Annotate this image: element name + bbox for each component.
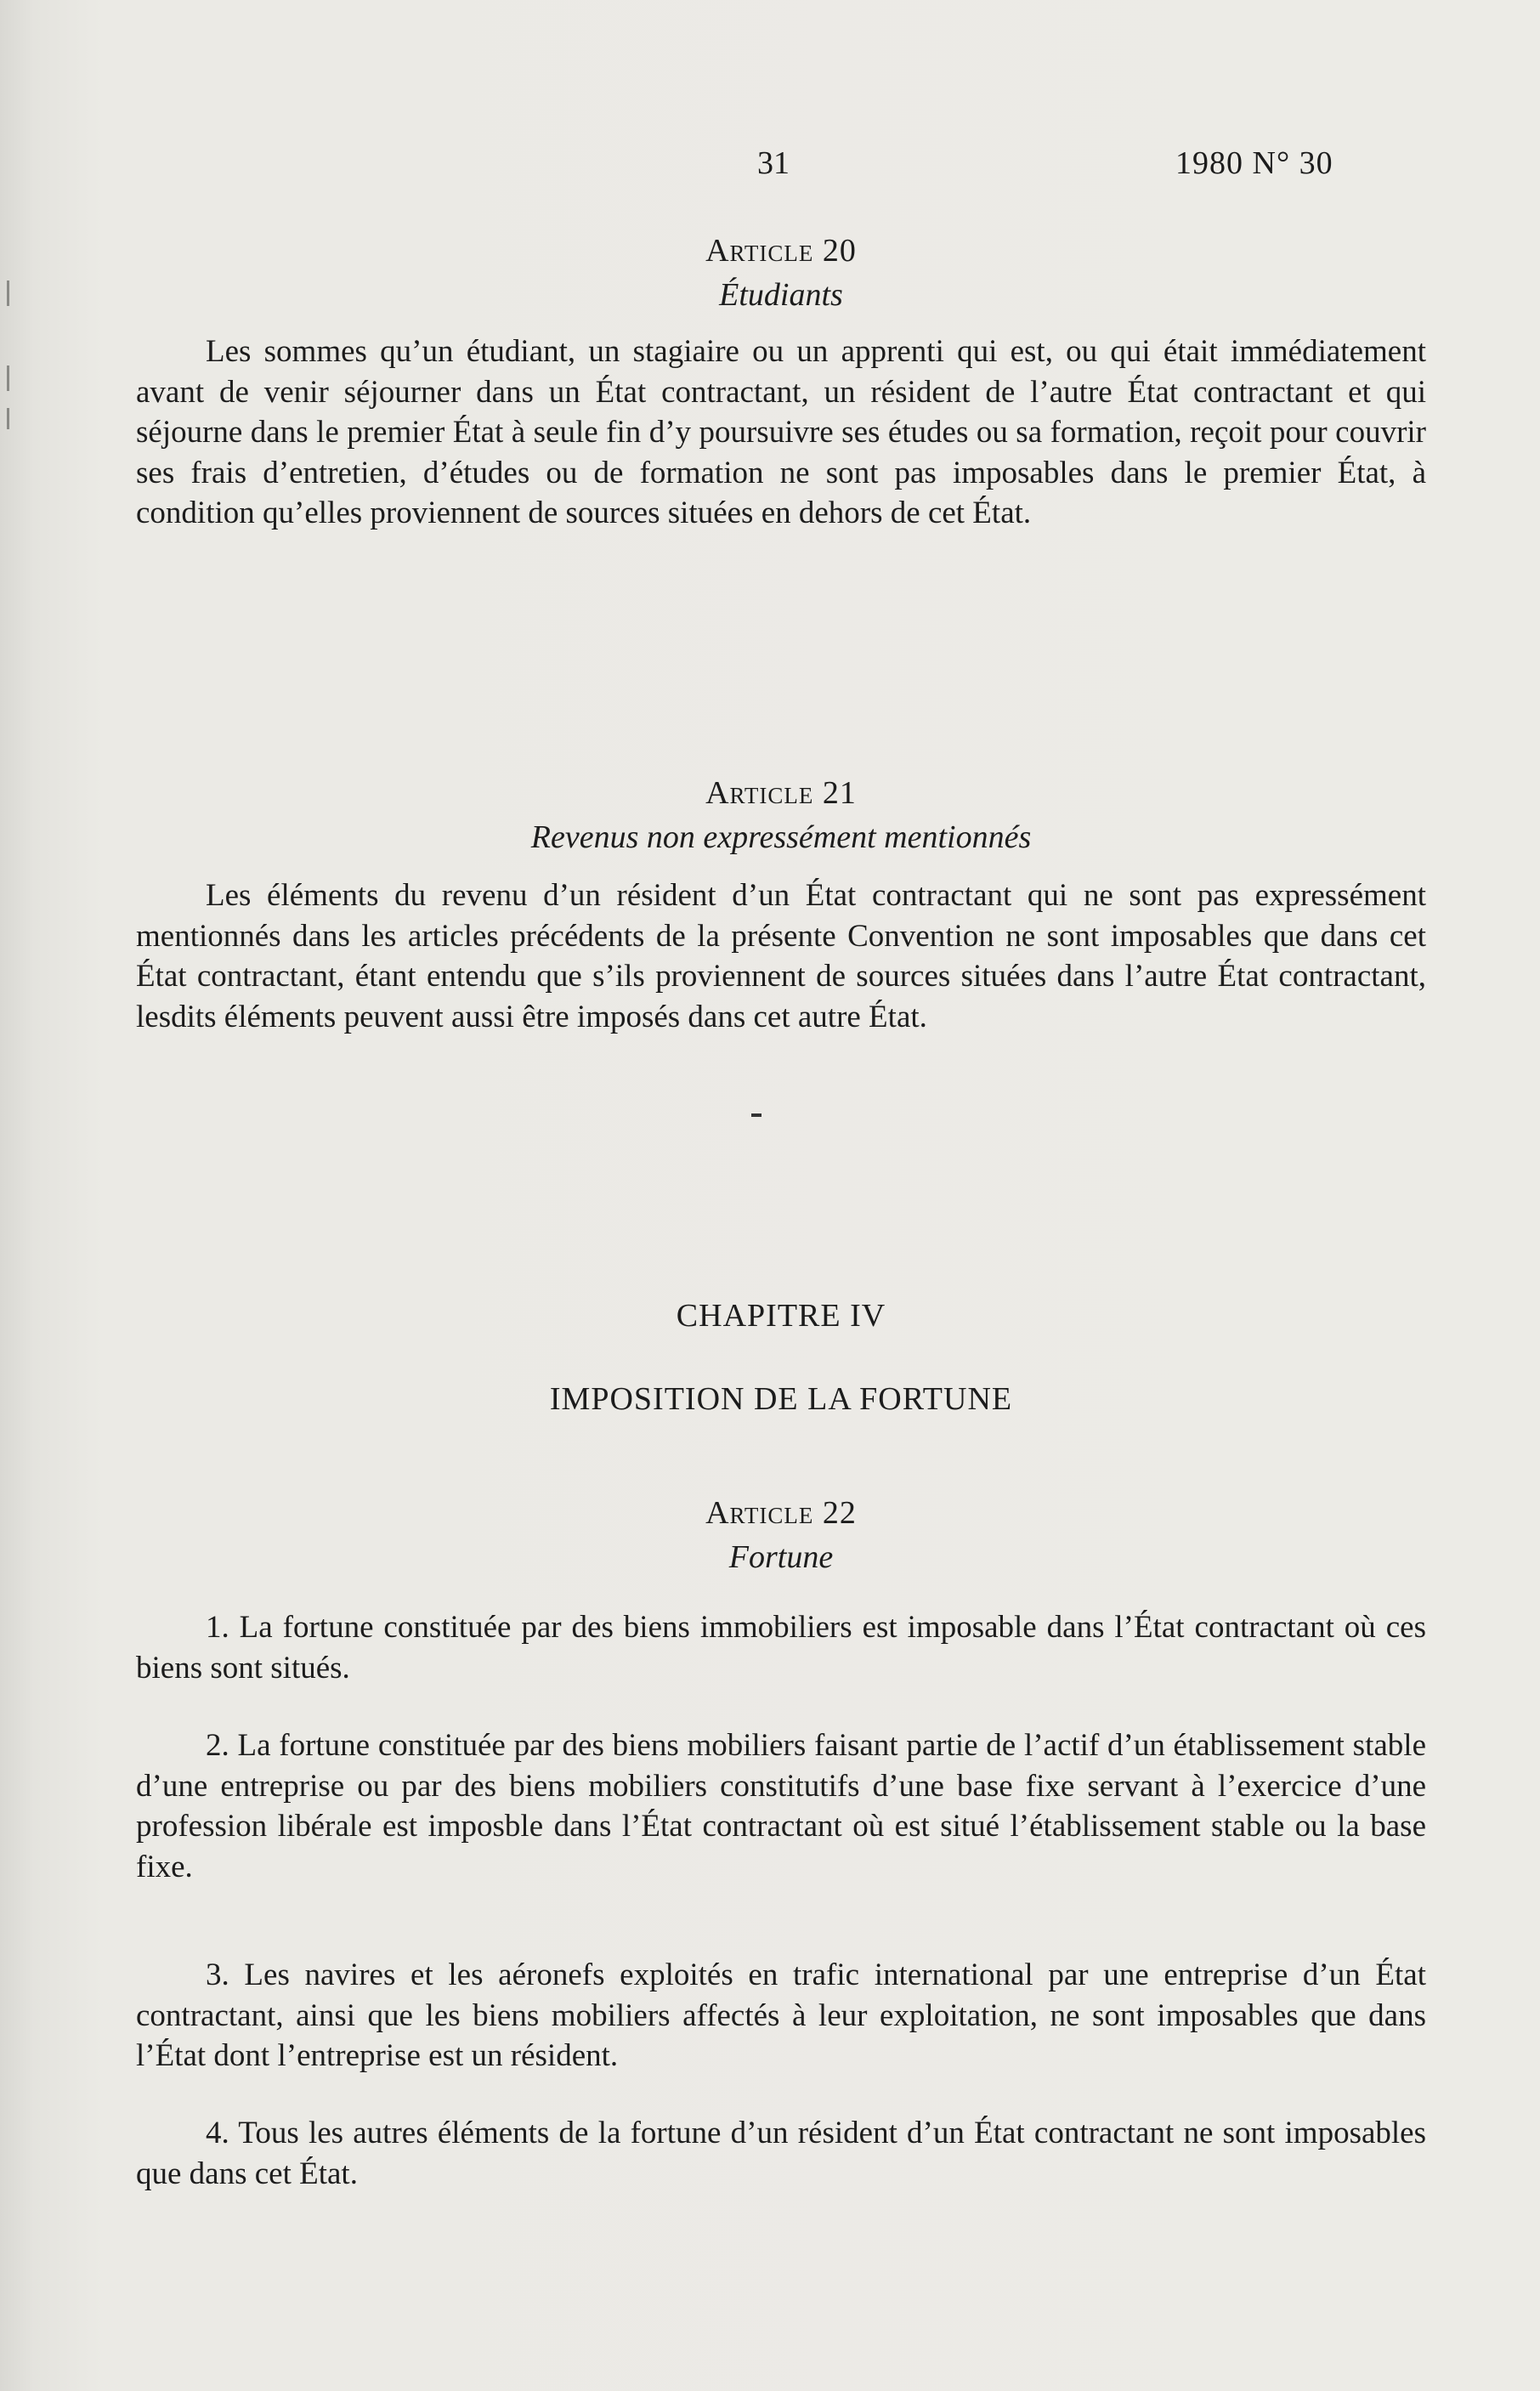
document-reference: 1980 N° 30 — [1175, 145, 1333, 181]
article-22-paragraph-4 — [136, 2113, 1426, 2194]
article-22-p1: 1. La fortune constituée par des biens immobiliers est imposable dans l’État contractant où ces biens sont situés. — [136, 1610, 1426, 1686]
article-22-p2: 2. La fortune constituée par des biens mobiliers faisant partie de l’actif d’un établissement stable d’une entreprise ou par des biens mobiliers constitutifs d’une base fixe servant à l’exercice d’une profession libérale est imposble dans l’État contractant où est situé l’établissement stable ou la base fixe. — [136, 1728, 1426, 1884]
article-21-subtitle: Revenus non expressément mentionnés — [530, 819, 1032, 855]
chapter-subtitle: IMPOSITION DE LA FORTUNE — [549, 1381, 1013, 1417]
page-header — [0, 144, 1540, 195]
chapter-iv — [136, 1296, 1426, 1419]
separator-dash — [751, 1113, 762, 1117]
margin-marks — [7, 280, 19, 450]
page-number: 31 — [757, 145, 790, 181]
chapter-title: CHAPITRE IV — [676, 1298, 886, 1334]
article-22 — [136, 1493, 1426, 1577]
article-20-title: Article 20 — [705, 233, 857, 269]
article-22-paragraph-1 — [136, 1607, 1426, 1688]
article-22-p3: 3. Les navires et les aéronefs exploités en trafic international par une entreprise d’un État contractant, ainsi que les biens mobiliers affectés à leur exploitation, ne sont imposables que dans l’État dont l’entreprise est un résident. — [136, 1958, 1426, 2073]
article-20 — [136, 231, 1426, 534]
article-22-title: Article 22 — [705, 1495, 857, 1531]
article-20-subtitle: Étudiants — [719, 277, 843, 313]
article-21-title: Article 21 — [705, 775, 857, 811]
article-22-subtitle: Fortune — [728, 1539, 834, 1575]
article-22-paragraph-3 — [136, 1955, 1426, 2077]
article-22-p4: 4. Tous les autres éléments de la fortune d’un résident d’un État contractant ne sont imposables que dans cet État. — [136, 2116, 1426, 2191]
article-20-text: Les sommes qu’un étudiant, un stagiaire ou un apprenti qui est, ou qui était immédiatement avant de venir séjourner dans un État contractant, un résident de l’autre État contractant et qui séjourne dans le premier État à seule fin d’y poursuivre ses études ou sa formation, reçoit pour couvrir ses frais d’entretien, d’études ou de formation ne sont pas imposables dans le premier État, à condition qu’elles proviennent de sources situées en dehors de cet État. — [136, 334, 1426, 530]
article-21-text: Les éléments du revenu d’un résident d’un État contractant qui ne sont pas expressément mentionnés dans les articles précédents de la présente Convention ne sont imposables que dans cet État contractant, étant entendu que s’ils proviennent de sources situées dans l’autre État contractant, lesdits éléments peuvent aussi être imposés dans cet autre État. — [136, 878, 1426, 1034]
article-22-paragraph-2 — [136, 1725, 1426, 1887]
article-21 — [136, 773, 1426, 1037]
